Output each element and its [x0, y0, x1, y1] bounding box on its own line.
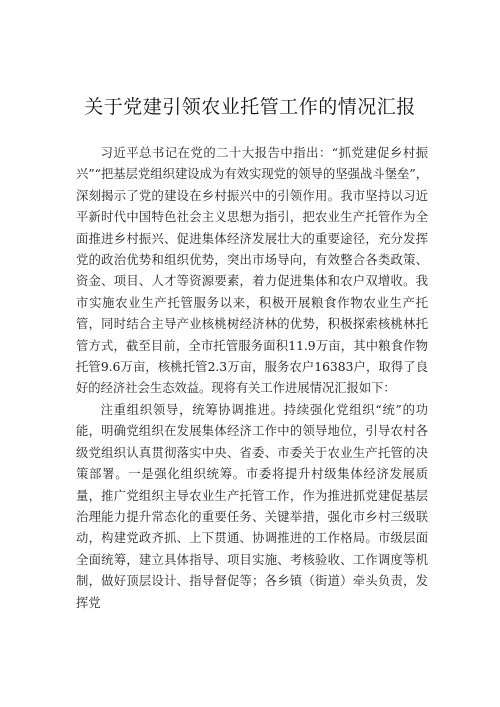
document-body	[76, 143, 428, 614]
paragraph: 习近平总书记在党的二十大报告中指出：“抓党建促乡村振兴”“把基层党组织建设成为有效实现党的领导的坚强战斗堡垒”，深刻揭示了党的建设在乡村振兴中的引领作用。我市坚持以习近平新时代中国特色社会主义思想为指引，把农业生产托管作为全面推进乡村振兴、促进集体经济发展壮大的重要途径，充分发挥党的政治优势和组织优势，突出市场导向，有效整合各类政策、资金、项目、人才等资源要素，着力促进集体和农户双增收。我市实施农业生产托管服务以来，积极开展粮食作物农业生产托管，同时结合主导产业核桃树经济林的优势，积极探索核桃林托管方式，截至目前，全市托管服务面积11.9万亩，其中粮食作物托管9.6万亩，核桃托管2.3万亩，服务农户16383户，取得了良好的经济社会生态效益。现将有关工作进展情况汇报如下：	[76, 146, 428, 396]
document-title: 关于党建引领农业托管工作的情况汇报	[84, 96, 416, 118]
paragraph: 注重组织领导，统筹协调推进。持续强化党组织“统”的功能，明确党组织在发展集体经济工作中的领导地位，引导农村各级党组织认真贯彻落实中央、省委、市委关于农业生产托管的决策部署。一是强化组织统筹。市委将提升村级集体经济发展质量，推广党组织主导农业生产托管工作，作为推进抓党建促基层治理能力提升常态化的重要任务、关键举措，强化市乡村三级联动，构建党政齐抓、上下贯通、协调推进的工作格局。市级层面全面统筹，建立具体指导、项目实施、考核验收、工作调度等机制，做好顶层设计、指导督促等；各乡镇（街道）牵头负责，发挥党	[76, 402, 428, 610]
